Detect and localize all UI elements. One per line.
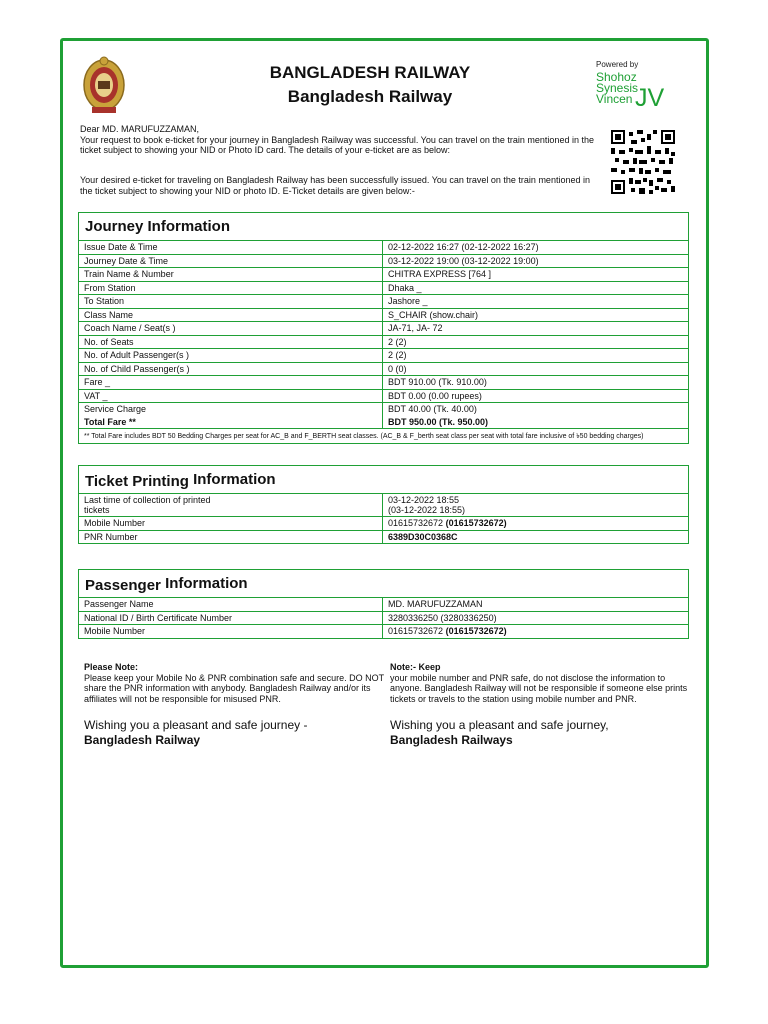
nid-label: National ID / Birth Certificate Number [79,612,383,625]
journey-row-label: VAT _ [79,390,383,403]
passenger-mobile-value [383,625,688,638]
intro-text-2: Your desired e-ticket for traveling on Bangladesh Railway has been successfully issued. You can travel on the train mentioned in the ticket subject to showing your NID or photo ID. E-Ticket details are given below:- [80,175,590,196]
passenger-name-value: MD. MARUFUZZAMAN [388,599,483,609]
powered-by-label: Powered by [596,60,639,69]
table-row [79,241,688,255]
wish-left [84,718,384,748]
pnr-number-value: 6389D30C0368C [388,531,458,542]
table-row [79,349,688,363]
brand-logo [596,72,638,105]
collection-time-label [79,494,383,516]
ticket-printing-section [78,465,689,544]
journey-row-label: Coach Name / Seat(s ) [79,322,383,335]
total-fare-value: BDT 950.00 (Tk. 950.00) [388,416,489,427]
total-fare-label: Total Fare ** [79,416,383,429]
journey-row-label: Issue Date & Time [79,241,383,254]
journey-row-value: 2 (2) [388,350,407,360]
journey-row-value: CHITRA EXPRESS [764 ] [388,269,492,279]
pnr-number-label: PNR Number [79,531,383,544]
passenger-mobile-label: Mobile Number [79,625,383,638]
nid-value: 3280336250 (3280336250) [388,612,497,623]
journey-row-value: 03-12-2022 19:00 (03-12-2022 19:00) [388,255,539,266]
table-row [79,517,688,531]
intro-text-1: Your request to book e-ticket for your journey in Bangladesh Railway was successful. You can travel on the train mentioned in the ticket subject to showing your NID or Photo ID card. The details of your e-ticket are as below: [80,134,594,155]
journey-row-label: To Station [79,295,383,308]
table-row [79,390,688,404]
passenger-name-label: Passenger Name [79,598,383,611]
brand-line-1: Shohoz [596,70,637,84]
journey-row-value: 2 (2) [388,336,407,347]
collection-time-value [383,494,688,516]
collection-time-value-line2: (03-12-2022 18:55) [388,505,466,515]
table-row [79,376,688,390]
wish-right-signature: Bangladesh Railways [390,733,513,747]
journey-row-value: BDT 0.00 (0.00 rupees) [388,390,482,401]
journey-row-value: S_CHAIR (show.chair) [388,309,479,320]
intro-paragraph-2 [80,175,600,196]
table-row [79,282,688,296]
table-row [79,309,688,323]
header-title: Bangladesh Railway [287,87,453,106]
table-row [79,322,688,336]
note-left-heading: Please Note: [84,662,139,672]
table-row [79,403,688,416]
total-fare-row [79,416,688,430]
brand-line-3: Vincen [596,92,633,106]
note-left [84,662,384,704]
ticket-printing-title-main: Ticket Printing [85,473,189,490]
intro-paragraph-1 [80,124,600,156]
journey-row-label: Journey Date & Time [79,255,383,268]
table-row [79,598,688,612]
journey-row-label: Train Name & Number [79,268,383,281]
ticket-printing-title [79,466,688,494]
mobile-number-bold: (01615732672) [445,518,507,528]
ticket-printing-title-suffix: Information [193,471,276,488]
header-title-upper: BANGLADESH RAILWAY [269,63,471,82]
journey-row-value: 02-12-2022 16:27 (02-12-2022 16:27) [388,242,539,252]
journey-row-label: No. of Child Passenger(s ) [79,363,383,376]
journey-row-value: BDT 40.00 (Tk. 40.00) [388,404,477,414]
journey-row-value: BDT 910.00 (Tk. 910.00) [388,377,487,387]
journey-row-value: Jashore _ [388,296,428,306]
collection-time-value-line1: 03-12-2022 18:55 [388,495,460,505]
mobile-number-label: Mobile Number [79,517,383,530]
table-row [79,336,688,350]
passenger-mobile-plain: 01615732672 [388,626,444,636]
passenger-mobile-bold: (01615732672) [445,626,507,636]
passenger-info-title-main: Passenger [85,577,161,594]
brand-jv: JV [635,84,665,112]
journey-row-label: No. of Adult Passenger(s ) [79,349,383,362]
mobile-number-plain: 01615732672 [388,518,444,528]
table-row [79,363,688,377]
table-row [79,531,688,544]
table-row [79,494,688,517]
table-row [79,625,688,638]
brand-line-2: Synesis [596,81,639,95]
note-left-body: Please keep your Mobile No & PNR combination safe and secure. DO NOT share the PNR information with anybody. Bangladesh Railway and/or its affiliates will not be responsible for misused PNR. [84,672,384,704]
journey-row-label: Class Name [79,309,383,322]
journey-info-table [79,241,688,416]
table-row [79,295,688,309]
mobile-number-value [383,517,688,530]
collection-time-label-line2: tickets [84,505,110,515]
journey-row-label: No. of Seats [79,336,383,349]
passenger-info-section [78,569,689,639]
journey-info-section [78,212,689,444]
fare-footnote: ** Total Fare includes BDT 50 Bedding Charges per seat for AC_B and F_BERTH seat classes. (AC_B & F_berth seat class per seat with total fare inclusive of ৳50 bedding charges) [84,433,644,440]
journey-row-label: From Station [79,282,383,295]
railway-emblem-icon [82,55,126,117]
journey-row-label: Service Charge [79,403,383,416]
wish-right [390,718,690,748]
note-right [390,662,690,704]
journey-row-label: Fare _ [79,376,383,389]
passenger-info-title-suffix: Information [165,575,248,592]
qr-code-icon [611,130,675,194]
table-row [79,255,688,269]
collection-time-label-line1: Last time of collection of printed [84,495,211,505]
journey-row-value: Dhaka _ [388,282,422,293]
journey-row-value: 0 (0) [388,363,407,374]
wish-left-text: Wishing you a pleasant and safe journey - [84,718,308,732]
passenger-info-title [79,570,688,598]
table-row [79,612,688,626]
wish-right-text: Wishing you a pleasant and safe journey, [390,718,609,732]
note-right-heading: Note:- Keep [390,662,441,672]
table-row [79,268,688,282]
wish-left-signature: Bangladesh Railway [84,733,201,747]
journey-row-value: JA-71, JA- 72 [388,323,443,333]
journey-info-title: Journey Information [79,213,688,241]
greeting-text: Dear MD. MARUFUZZAMAN, [80,124,199,134]
note-right-body: your mobile number and PNR safe, do not disclose the information to anyone. Bangladesh Railway will not be responsible if someone else prints tickets or travels to the station using mobile number and PNR. [390,672,688,704]
